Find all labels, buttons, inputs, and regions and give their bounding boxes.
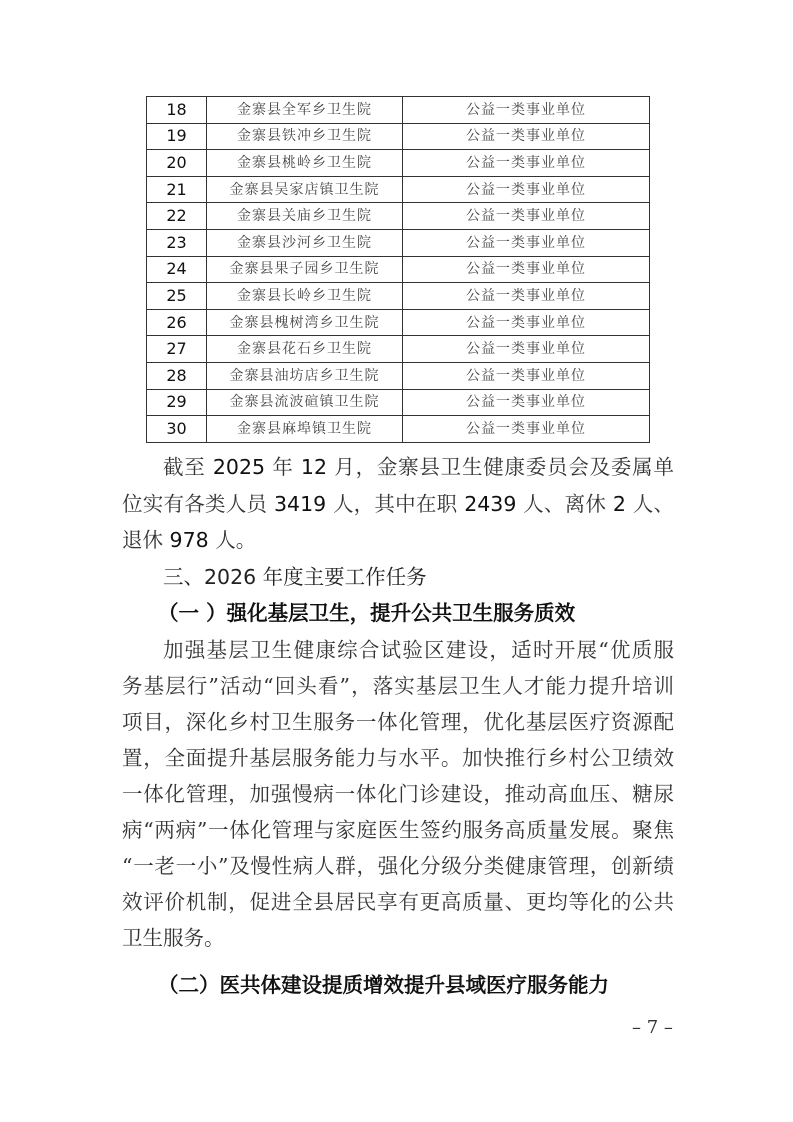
- table-row: [147, 123, 650, 150]
- unit-type: 公益一类事业单位: [403, 309, 650, 336]
- unit-name: 金寨县长岭乡卫生院: [207, 283, 403, 310]
- row-number: 19: [147, 123, 207, 150]
- table-row: [147, 362, 650, 389]
- table-row: [147, 229, 650, 256]
- unit-type: 公益一类事业单位: [403, 416, 650, 443]
- body-line: 置，全面提升基层服务能力与水平。加快推行乡村公卫绩效: [122, 746, 674, 770]
- unit-name: 金寨县花石乡卫生院: [207, 336, 403, 363]
- row-number: 21: [147, 176, 207, 203]
- unit-name: 金寨县果子园乡卫生院: [207, 256, 403, 283]
- staff-paragraph-line-3: [122, 528, 674, 552]
- page-number: – 7 –: [632, 1017, 673, 1038]
- section-heading: 三、2026 年度主要工作任务: [163, 565, 427, 589]
- text-segment: 年: [272, 455, 294, 479]
- body-line: “一老一小”及慢性病人群，强化分级分类健康管理，创新绩: [122, 854, 674, 878]
- body-line: 加强基层卫生健康综合试验区建设，适时开展“优质服: [163, 638, 674, 662]
- unit-name: 金寨县铁冲乡卫生院: [207, 123, 403, 150]
- row-number: 29: [147, 389, 207, 416]
- row-number: 18: [147, 97, 207, 124]
- unit-type: 公益一类事业单位: [403, 176, 650, 203]
- staff-paragraph-line-2: [122, 492, 674, 516]
- unit-name: 金寨县油坊店乡卫生院: [207, 362, 403, 389]
- unit-type: 公益一类事业单位: [403, 256, 650, 283]
- unit-type: 公益一类事业单位: [403, 97, 650, 124]
- body-line: 项目，深化乡村卫生服务一体化管理，优化基层医疗资源配: [122, 710, 674, 734]
- unit-type: 公益一类事业单位: [403, 389, 650, 416]
- unit-type: 公益一类事业单位: [403, 123, 650, 150]
- staff-paragraph-line-1: [122, 455, 674, 479]
- row-number: 30: [147, 416, 207, 443]
- row-number: 27: [147, 336, 207, 363]
- table-row: [147, 389, 650, 416]
- total-staff-value: 3419: [274, 492, 327, 516]
- table-row: [147, 416, 650, 443]
- unit-name: 金寨县流波碹镇卫生院: [207, 389, 403, 416]
- row-number: 28: [147, 362, 207, 389]
- retired-early-value: 2: [612, 492, 626, 516]
- table-row: [147, 97, 650, 124]
- table-row: [147, 309, 650, 336]
- row-number: 24: [147, 256, 207, 283]
- unit-type: 公益一类事业单位: [403, 362, 650, 389]
- row-number: 22: [147, 203, 207, 230]
- row-number: 23: [147, 229, 207, 256]
- table-row: [147, 176, 650, 203]
- unit-type: 公益一类事业单位: [403, 336, 650, 363]
- body-line: 一体化管理，加强慢病一体化门诊建设，推动高血压、糖尿: [122, 782, 674, 806]
- unit-name: 金寨县关庙乡卫生院: [207, 203, 403, 230]
- unit-type: 公益一类事业单位: [403, 283, 650, 310]
- active-staff-value: 2439: [464, 492, 517, 516]
- row-number: 26: [147, 309, 207, 336]
- unit-name: 金寨县桃岭乡卫生院: [207, 150, 403, 177]
- health-units-table: [146, 96, 650, 443]
- text-segment: 人、: [632, 492, 674, 516]
- table-row: [147, 283, 650, 310]
- text-segment: 位实有各类人员: [122, 492, 268, 516]
- unit-name: 金寨县槐树湾乡卫生院: [207, 309, 403, 336]
- table-row: [147, 336, 650, 363]
- body-line: 卫生服务。: [122, 926, 225, 950]
- unit-type: 公益一类事业单位: [403, 150, 650, 177]
- table-row: [147, 150, 650, 177]
- unit-name: 金寨县吴家店镇卫生院: [207, 176, 403, 203]
- unit-name: 金寨县沙河乡卫生院: [207, 229, 403, 256]
- year-value: 2025: [212, 455, 266, 479]
- body-line: 病“两病”一体化管理与家庭医生签约服务高质量发展。聚焦: [122, 818, 674, 842]
- text-segment: 退休: [122, 528, 163, 552]
- table-row: [147, 256, 650, 283]
- table-row: [147, 203, 650, 230]
- retired-value: 978: [169, 528, 209, 552]
- month-value: 12: [300, 455, 327, 479]
- unit-name: 金寨县全军乡卫生院: [207, 97, 403, 124]
- text-segment: 截至: [163, 455, 206, 479]
- unit-type: 公益一类事业单位: [403, 229, 650, 256]
- unit-name: 金寨县麻埠镇卫生院: [207, 416, 403, 443]
- body-line: 效评价机制，促进全县居民享有更高质量、更均等化的公共: [122, 890, 674, 914]
- text-segment: 人。: [215, 528, 257, 552]
- row-number: 20: [147, 150, 207, 177]
- body-line: 务基层行”活动“回头看”，落实基层卫生人才能力提升培训: [122, 674, 674, 698]
- text-segment: 月，金寨县卫生健康委员会及委属单: [334, 455, 674, 479]
- text-segment: 人，其中在职: [332, 492, 458, 516]
- subsection-1-title: （一 ）强化基层卫生，提升公共卫生服务质效: [158, 601, 576, 625]
- text-segment: 人、离休: [523, 492, 607, 516]
- subsection-2-title: （二）医共体建设提质增效提升县域医疗服务能力: [158, 973, 609, 997]
- unit-type: 公益一类事业单位: [403, 203, 650, 230]
- row-number: 25: [147, 283, 207, 310]
